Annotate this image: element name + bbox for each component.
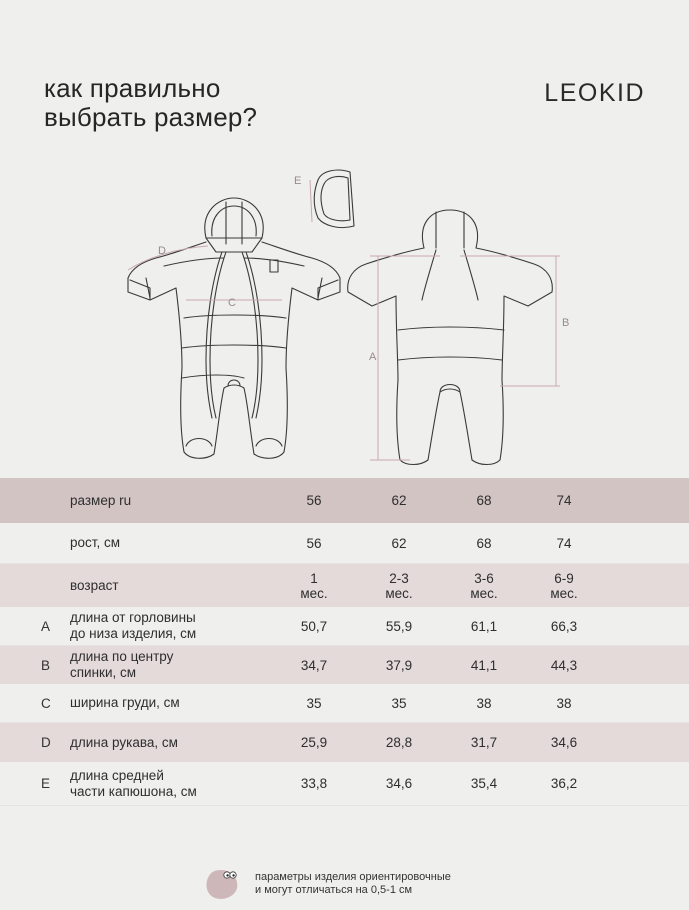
- size-cell-line: 62: [391, 493, 407, 508]
- row-label-line: длина рукава, см: [70, 734, 178, 750]
- table-row: [0, 478, 689, 523]
- size-cell: [449, 684, 519, 722]
- row-letter: E: [41, 776, 51, 791]
- hood-detail-drawing: [314, 170, 354, 228]
- size-cell-line: мес.: [385, 585, 413, 601]
- size-cell-line: 55,9: [385, 618, 413, 634]
- table-row: [0, 523, 689, 564]
- size-cell-line: 35: [306, 695, 322, 711]
- size-cell-line: 34,6: [385, 776, 413, 791]
- size-cell: [529, 564, 599, 607]
- size-cell-line: 38: [556, 695, 572, 711]
- size-cell-line: 38: [476, 695, 492, 711]
- row-label: [70, 564, 270, 607]
- size-cell-line: 50,7: [300, 618, 328, 634]
- size-cell: [364, 723, 434, 762]
- title-line-2: выбрать размер?: [44, 102, 258, 132]
- size-cell: [279, 762, 349, 805]
- size-cell-line: 68: [476, 493, 492, 508]
- row-label-line: размер ru: [70, 492, 132, 508]
- row-letter: C: [41, 695, 51, 711]
- size-cell: [279, 607, 349, 645]
- footer-note: [203, 866, 503, 900]
- size-cell: [449, 478, 519, 523]
- size-cell-line: 62: [391, 535, 407, 551]
- size-cell-line: 31,7: [470, 735, 498, 750]
- size-cell-line: 74: [556, 493, 572, 508]
- size-cell-line: 61,1: [470, 618, 498, 634]
- measure-line-b: [460, 256, 560, 386]
- size-cell: [364, 523, 434, 563]
- size-cell-line: 66,3: [550, 618, 578, 634]
- size-cell-line: 33,8: [300, 776, 328, 791]
- size-cell: [364, 646, 434, 684]
- row-label-line: длина по центру: [70, 649, 174, 664]
- row-label-line: части капюшона, см: [70, 783, 197, 799]
- size-table: [0, 478, 689, 806]
- front-view-drawing: [128, 198, 340, 458]
- size-cell: [364, 478, 434, 523]
- title-line-1: как правильно: [44, 73, 221, 103]
- size-cell-line: 68: [476, 535, 492, 551]
- note-line-2: и могут отличаться на 0,5-1 см: [255, 884, 413, 896]
- table-row: [0, 762, 689, 806]
- row-label-line: длина средней: [70, 767, 164, 783]
- size-cell-line: 2-3: [389, 570, 409, 586]
- size-cell-line: 37,9: [385, 657, 413, 673]
- measure-line-d: [128, 246, 208, 270]
- size-cell: [529, 723, 599, 762]
- table-row: [0, 564, 689, 607]
- row-label-line: возраст: [70, 577, 119, 593]
- size-cell: [449, 723, 519, 762]
- size-cell: [529, 607, 599, 645]
- row-label: [70, 607, 270, 645]
- row-letter: B: [41, 657, 51, 673]
- row-label: [70, 646, 270, 684]
- size-cell: [279, 564, 349, 607]
- size-cell: [364, 564, 434, 607]
- size-cell-line: 74: [556, 535, 572, 551]
- row-label: [70, 684, 270, 722]
- label-b: B: [562, 317, 570, 329]
- measure-line-a: [370, 256, 440, 460]
- jumpsuit-illustration: [0, 160, 689, 470]
- size-cell: [529, 762, 599, 805]
- size-cell-line: 28,8: [385, 735, 413, 750]
- table-row: [0, 723, 689, 762]
- row-label: [70, 762, 270, 805]
- size-cell-line: мес.: [300, 585, 328, 601]
- label-a: A: [369, 351, 377, 363]
- row-label-line: длина от горловины: [70, 610, 196, 625]
- size-cell-line: 25,9: [300, 735, 328, 750]
- table-row: [0, 646, 689, 684]
- size-cell-line: 1: [310, 570, 318, 586]
- brand-logo: LEOKID: [544, 79, 645, 107]
- size-cell: [449, 762, 519, 805]
- note-line-1: параметры изделия ориентировочные: [255, 871, 451, 883]
- size-cell: [449, 646, 519, 684]
- row-letter: A: [41, 618, 51, 634]
- size-cell: [529, 684, 599, 722]
- page-title: [44, 74, 257, 132]
- row-letter: D: [41, 735, 51, 750]
- table-row: [0, 607, 689, 646]
- row-label-line: до низа изделия, см: [70, 626, 197, 641]
- size-cell-line: 35: [391, 695, 407, 711]
- size-cell: [364, 607, 434, 645]
- size-cell-line: мес.: [470, 585, 498, 601]
- size-cell: [364, 762, 434, 805]
- size-cell-line: 44,3: [550, 657, 578, 673]
- label-d: D: [158, 245, 166, 257]
- size-cell: [279, 684, 349, 722]
- size-cell-line: 35,4: [470, 776, 498, 791]
- row-label: [70, 523, 270, 563]
- size-cell: [449, 564, 519, 607]
- footer-note-text: [255, 871, 451, 897]
- size-cell: [449, 523, 519, 563]
- label-c: C: [228, 297, 236, 309]
- row-label: [70, 723, 270, 762]
- size-cell: [279, 478, 349, 523]
- size-cell: [529, 646, 599, 684]
- size-cell-line: 56: [306, 493, 322, 508]
- size-cell-line: 41,1: [470, 657, 498, 673]
- size-cell: [449, 607, 519, 645]
- row-label: [70, 478, 270, 523]
- size-cell: [279, 646, 349, 684]
- size-cell-line: 6-9: [554, 570, 574, 586]
- size-cell: [279, 723, 349, 762]
- size-cell: [279, 523, 349, 563]
- size-cell-line: мес.: [550, 585, 578, 601]
- size-cell-line: 56: [306, 535, 322, 551]
- size-cell-line: 34,6: [550, 735, 578, 750]
- table-row: [0, 684, 689, 723]
- row-label-line: спинки, см: [70, 665, 137, 680]
- size-cell: [364, 684, 434, 722]
- label-e: E: [294, 175, 302, 187]
- size-cell-line: 36,2: [550, 776, 578, 791]
- row-label-line: ширина груди, см: [70, 695, 180, 710]
- size-cell-line: 3-6: [474, 570, 494, 586]
- row-label-line: рост, см: [70, 535, 120, 550]
- size-cell: [529, 478, 599, 523]
- size-cell: [529, 523, 599, 563]
- size-cell-line: 34,7: [300, 657, 328, 673]
- measure-line-e: [310, 180, 312, 222]
- mascot-blob-icon: [203, 866, 243, 900]
